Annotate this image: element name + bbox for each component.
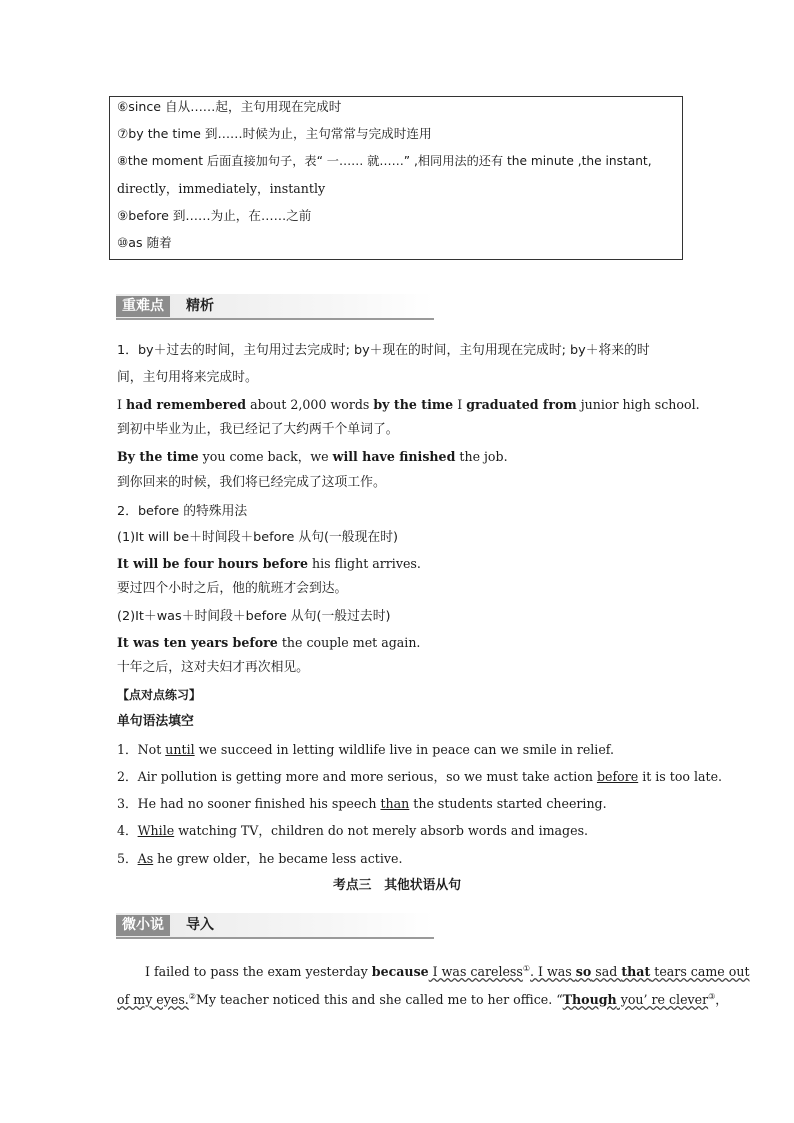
story-wavy <box>563 992 708 1007</box>
question-text: 4． <box>117 823 138 838</box>
marker-2: ② <box>188 992 196 1001</box>
box-item-7: ⑦by the time 到……时候为止，主句常常与完成时连用 <box>117 126 432 141</box>
question-text: watching TV，children do not merely absorb words and images. <box>174 823 589 838</box>
question-text: the students started cheering. <box>409 796 607 811</box>
story-wavy: of my eyes. <box>117 992 189 1008</box>
section-header-key-points <box>116 294 434 322</box>
ex-text: I <box>117 397 126 412</box>
section-rule <box>116 318 434 320</box>
answer-blank: than <box>380 796 410 811</box>
story-text: . I was <box>530 964 576 980</box>
section-rule <box>116 937 434 939</box>
question-text: it is too late. <box>638 769 723 784</box>
ex-text: the job. <box>455 449 508 464</box>
practice-subheader: 单句语法填空 <box>117 714 194 729</box>
section-label: 精析 <box>186 298 214 314</box>
point1-example1-translation: 到初中毕业为止，我已经记了大约两千个单词了。 <box>117 422 399 437</box>
ex-text: the couple met again. <box>277 635 421 650</box>
question-text: 3．He had no sooner finished his speech <box>117 796 381 811</box>
practice-header: 【点对点练习】 <box>117 688 202 702</box>
story-text: My teacher noticed this and she called me to her office. “ <box>195 992 563 1008</box>
point2-sub2: (2)It＋was＋时间段＋before 从句(一般过去时) <box>117 609 391 624</box>
story-text: I failed to pass the exam yesterday <box>145 964 372 980</box>
section-tab: 重难点 <box>116 296 170 317</box>
summary-box <box>109 96 683 260</box>
section-tab: 微小说 <box>116 915 170 936</box>
ex-bold: It will be four hours before <box>117 556 308 571</box>
question-text: he grew older，he became less active. <box>153 851 403 866</box>
marker-3: ③ <box>708 992 716 1001</box>
story-text: sad <box>591 964 622 980</box>
ex-text: his flight arrives. <box>307 556 421 571</box>
box-item-6: ⑥since 自从……起，主句用现在完成时 <box>117 99 342 114</box>
ex-text: about 2,000 words <box>246 397 374 412</box>
box-item-8-cont: directly，immediately，instantly <box>117 181 326 196</box>
answer-blank: As <box>137 851 154 866</box>
box-item-8: ⑧the moment 后面直接加句子，表“ 一…… 就……” ,相同用法的还有 the minute ,the instant, <box>117 154 652 168</box>
point2-title: 2．before 的特殊用法 <box>117 504 248 519</box>
answer-blank: While <box>137 823 175 838</box>
ex-bold: had remembered <box>125 397 247 412</box>
point2-example2-translation: 十年之后，这对夫妇才再次相见。 <box>117 660 309 675</box>
practice-question-5 <box>117 850 402 868</box>
question-text: 5． <box>117 851 138 866</box>
point2-sub1: (1)It will be＋时间段＋before 从句(一般现在时) <box>117 530 398 545</box>
practice-question-1 <box>117 741 614 759</box>
kaodian-title: 考点三 其他状语从句 <box>333 878 461 893</box>
practice-question-2 <box>117 768 722 786</box>
point1-example1 <box>117 396 700 414</box>
ex-bold: By the time <box>117 449 199 464</box>
story-line-2 <box>117 988 728 1009</box>
answer-blank: before <box>596 769 639 784</box>
story-text: you’ re clever <box>616 992 709 1008</box>
question-text: 2．Air pollution is getting more and more serious，so we must take action <box>117 769 597 784</box>
story-line-1 <box>145 960 750 981</box>
ex-bold: It was ten years before <box>117 635 278 650</box>
story-bold: because <box>371 964 429 980</box>
practice-question-4 <box>117 822 588 840</box>
point1-example2 <box>117 448 508 466</box>
section-header-micro-story <box>116 913 434 941</box>
story-bold: so <box>575 964 592 980</box>
ex-text: I <box>453 397 467 412</box>
box-item-9: ⑨before 到……为止，在……之前 <box>117 208 312 223</box>
point1-example2-translation: 到你回来的时候，我们将已经完成了这项工作。 <box>117 475 386 490</box>
story-bold: Though <box>562 992 617 1008</box>
point2-example1-translation: 要过四个小时之后，他的航班才会到达。 <box>117 581 348 596</box>
question-text: we succeed in letting wildlife live in peace can we smile in relief. <box>194 742 615 757</box>
ex-text: junior high school. <box>576 397 700 412</box>
marker-1: ① <box>522 964 531 973</box>
point1-line2: 间，主句用将来完成时。 <box>117 370 258 385</box>
ex-text: you come back，we <box>198 449 333 464</box>
story-wavy: I was careless <box>428 964 523 980</box>
answer-blank: until <box>165 742 195 757</box>
story-wavy <box>530 964 749 979</box>
practice-question-3 <box>117 795 607 813</box>
story-bold: that <box>621 964 651 980</box>
story-text: tears came out <box>650 964 750 980</box>
ex-bold: by the time <box>373 397 454 412</box>
point1-line1: 1．by＋过去的时间，主句用过去完成时; by＋现在的时间，主句用现在完成时; by＋将来的时 <box>117 343 650 358</box>
point2-example1 <box>117 555 421 573</box>
story-text: ， <box>715 992 728 1008</box>
question-text: 1．Not <box>117 742 166 757</box>
section-label: 导入 <box>186 917 214 933</box>
ex-bold: graduated from <box>466 397 577 412</box>
point2-example2 <box>117 634 420 652</box>
box-item-10: ⑩as 随着 <box>117 235 172 250</box>
ex-bold: will have finished <box>332 449 456 464</box>
